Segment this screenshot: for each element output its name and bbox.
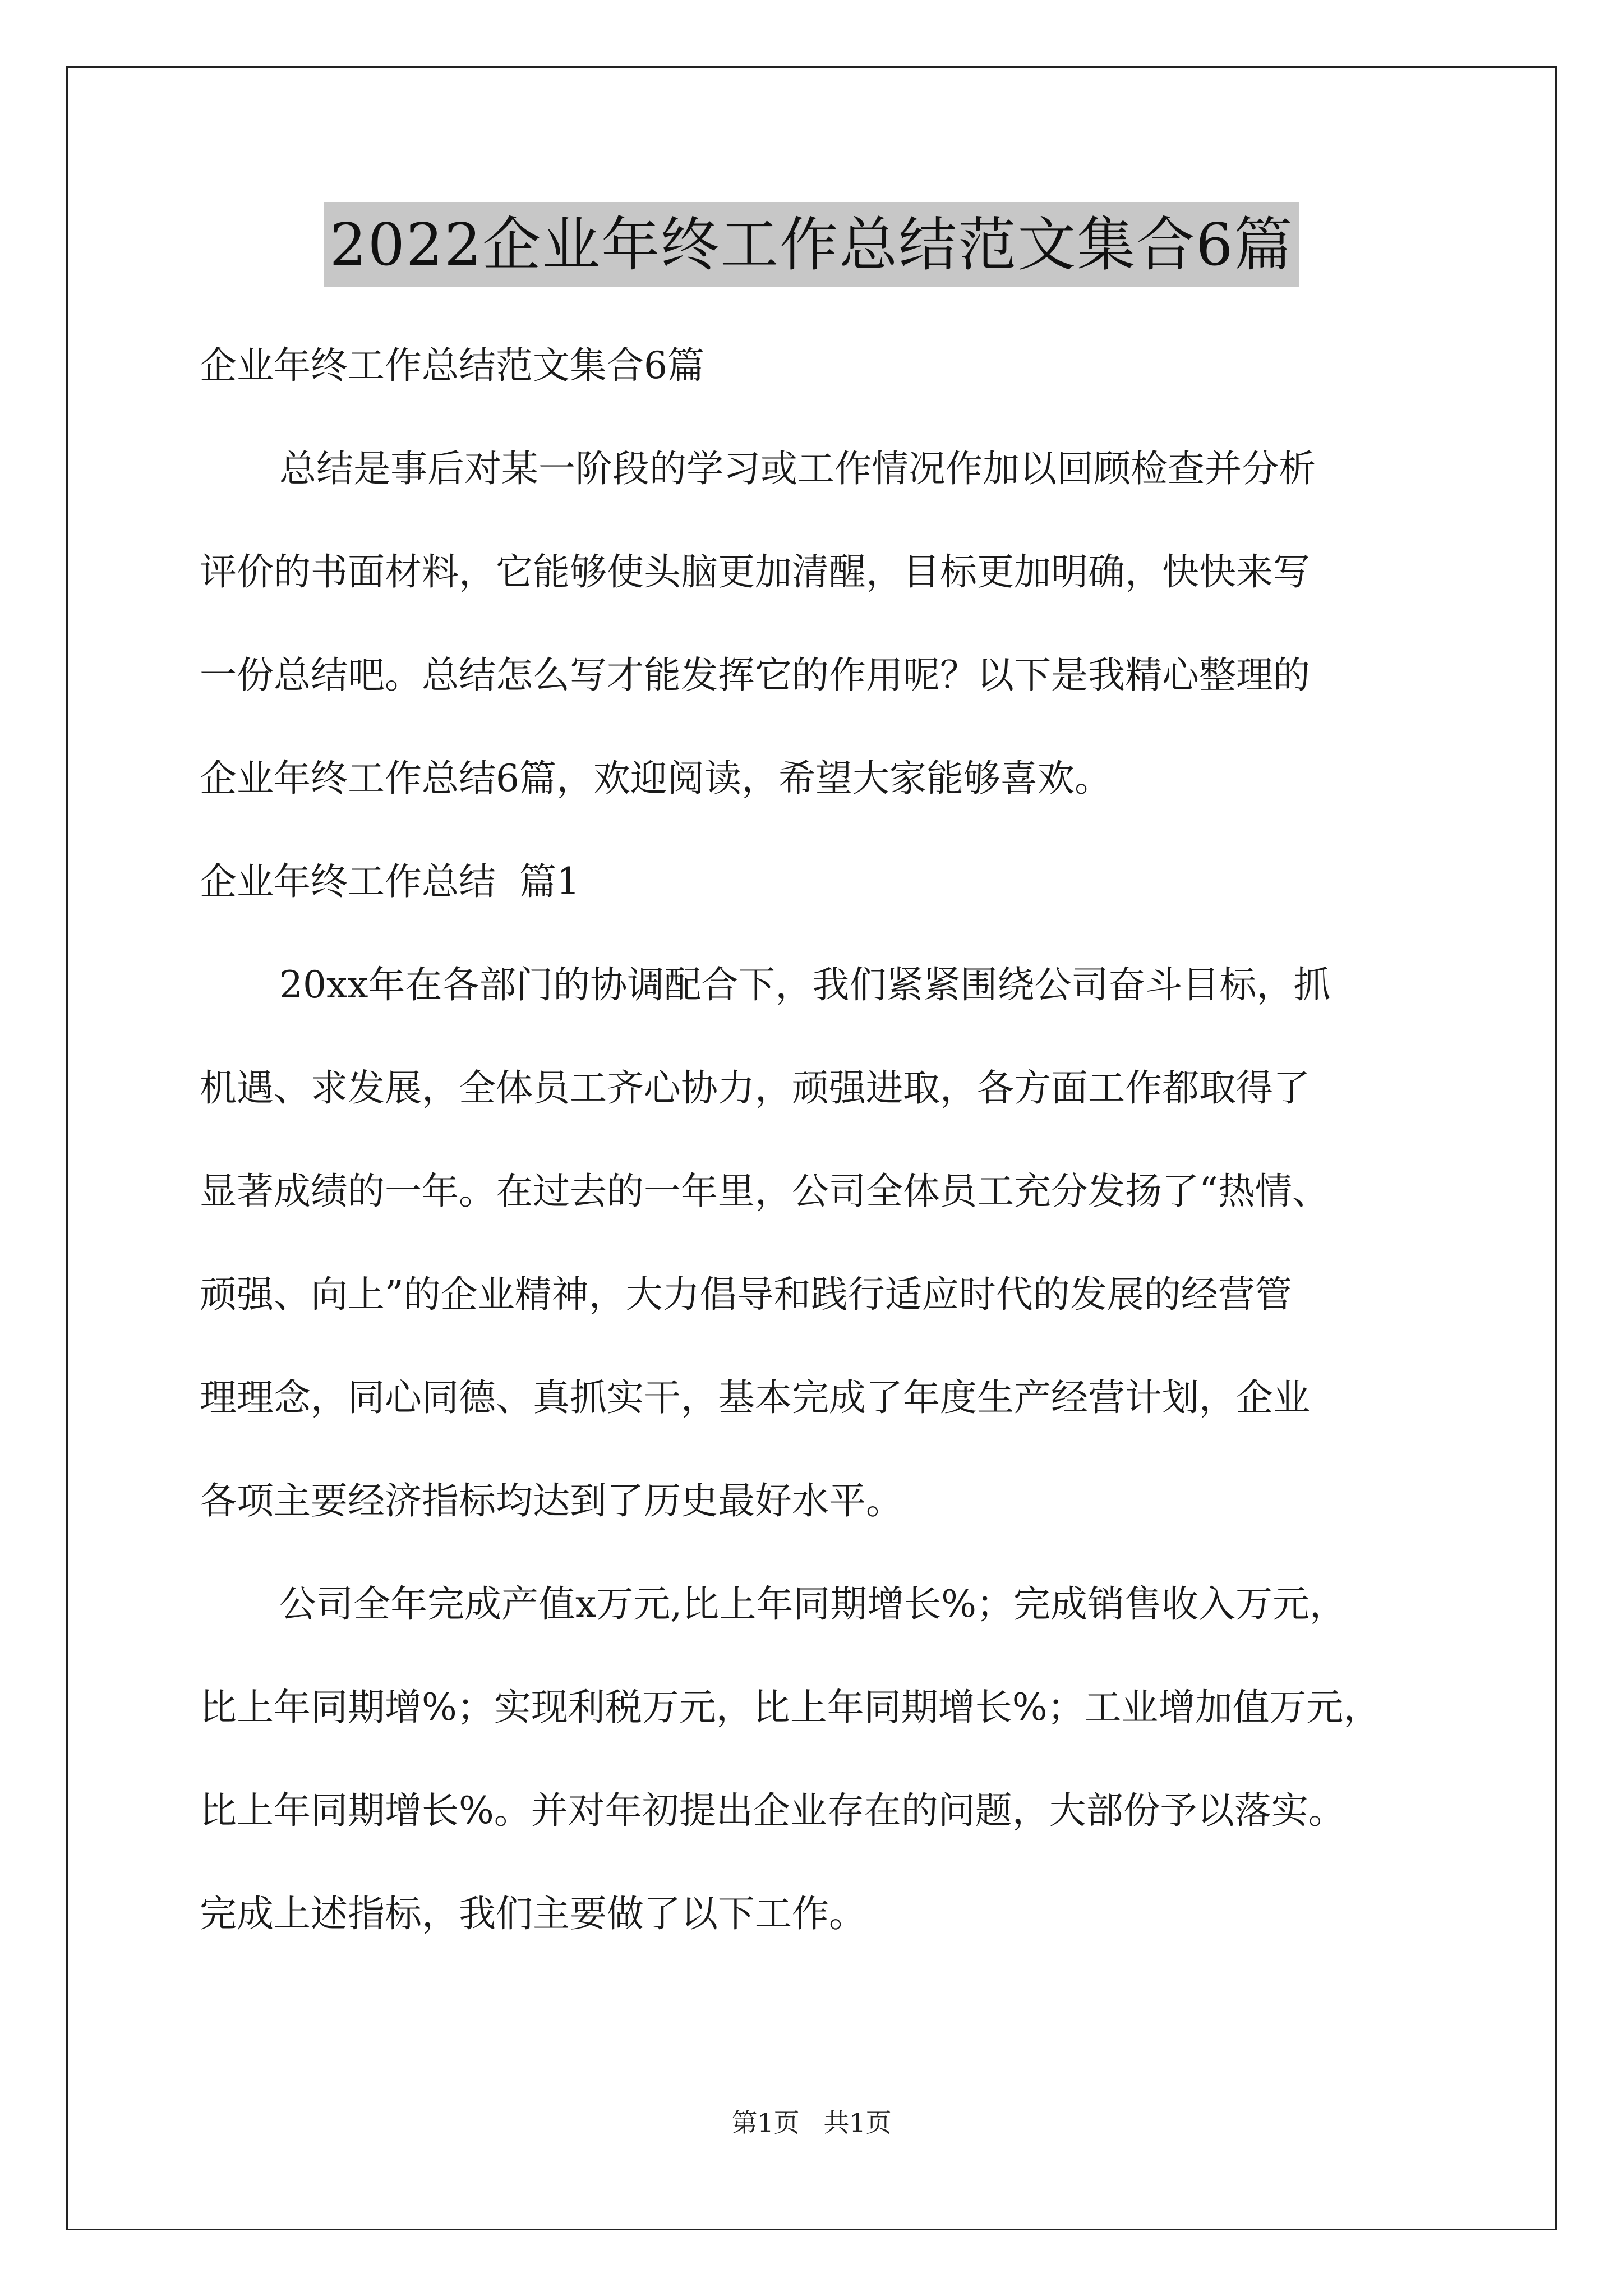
title-area (0, 202, 1623, 287)
intro-line (200, 417, 1433, 521)
paragraph-line (200, 1759, 1433, 1862)
paragraph-line (200, 1346, 1433, 1450)
page-footer (0, 2102, 1623, 2139)
paragraph-text: 公司全年完成产值x万元,比上年同期增长%；完成销售收入万元， (279, 1582, 1347, 1626)
paragraph-text: 理理念，同心同德、真抓实干，基本完成了年度生产经营计划，企业 (200, 1376, 1310, 1419)
paragraph-text: 比上年同期增长%。并对年初提出企业存在的问题，大部份予以落实。 (200, 1789, 1345, 1832)
paragraph-line (200, 1243, 1433, 1346)
intro-line (200, 727, 1433, 830)
paragraph-text: 机遇、求发展，全体员工齐心协力，顽强进取，各方面工作都取得了 (200, 1066, 1310, 1110)
intro-line (200, 521, 1433, 624)
paragraph-text: 20xx年在各部门的协调配合下，我们紧紧围绕公司奋斗目标，抓 (279, 963, 1331, 1006)
page-total: 共1页 (823, 2108, 892, 2138)
document-body (200, 314, 1433, 1966)
paragraph-line (200, 1037, 1433, 1140)
intro-text: 评价的书面材料，它能够使头脑更加清醒，目标更加明确，快快来写 (200, 550, 1310, 593)
subtitle-line (200, 314, 1433, 417)
intro-text: 一份总结吧。总结怎么写才能发挥它的作用呢？以下是我精心整理的 (200, 654, 1310, 697)
intro-text: 总结是事后对某一阶段的学习或工作情况作加以回顾检查并分析 (279, 447, 1316, 490)
paragraph-line (200, 933, 1433, 1037)
paragraph-line (200, 1140, 1433, 1243)
intro-line (200, 624, 1433, 727)
section-heading-line (200, 830, 1433, 933)
paragraph-line (200, 1450, 1433, 1553)
page-number: 第1页 (731, 2108, 800, 2138)
paragraph-text: 完成上述指标，我们主要做了以下工作。 (200, 1892, 866, 1935)
subtitle: 企业年终工作总结范文集合6篇 (200, 344, 704, 387)
paragraph-text: 各项主要经济指标均达到了历史最好水平。 (200, 1479, 903, 1522)
paragraph-line (200, 1553, 1433, 1656)
paragraph-text: 顽强、向上”的企业精神，大力倡导和践行适应时代的发展的经营管 (200, 1273, 1292, 1316)
document-title: 2022企业年终工作总结范文集合6篇 (324, 202, 1299, 287)
intro-text: 企业年终工作总结6篇，欢迎阅读，希望大家能够喜欢。 (200, 757, 1112, 800)
paragraph-line (200, 1862, 1433, 1966)
paragraph-text: 比上年同期增%；实现利税万元，比上年同期增长%；工业增加值万元， (200, 1686, 1381, 1729)
section-heading: 企业年终工作总结 篇1 (200, 860, 580, 903)
paragraph-line (200, 1656, 1433, 1759)
paragraph-text: 显著成绩的一年。在过去的一年里，公司全体员工充分发扬了“热情、 (200, 1170, 1329, 1213)
